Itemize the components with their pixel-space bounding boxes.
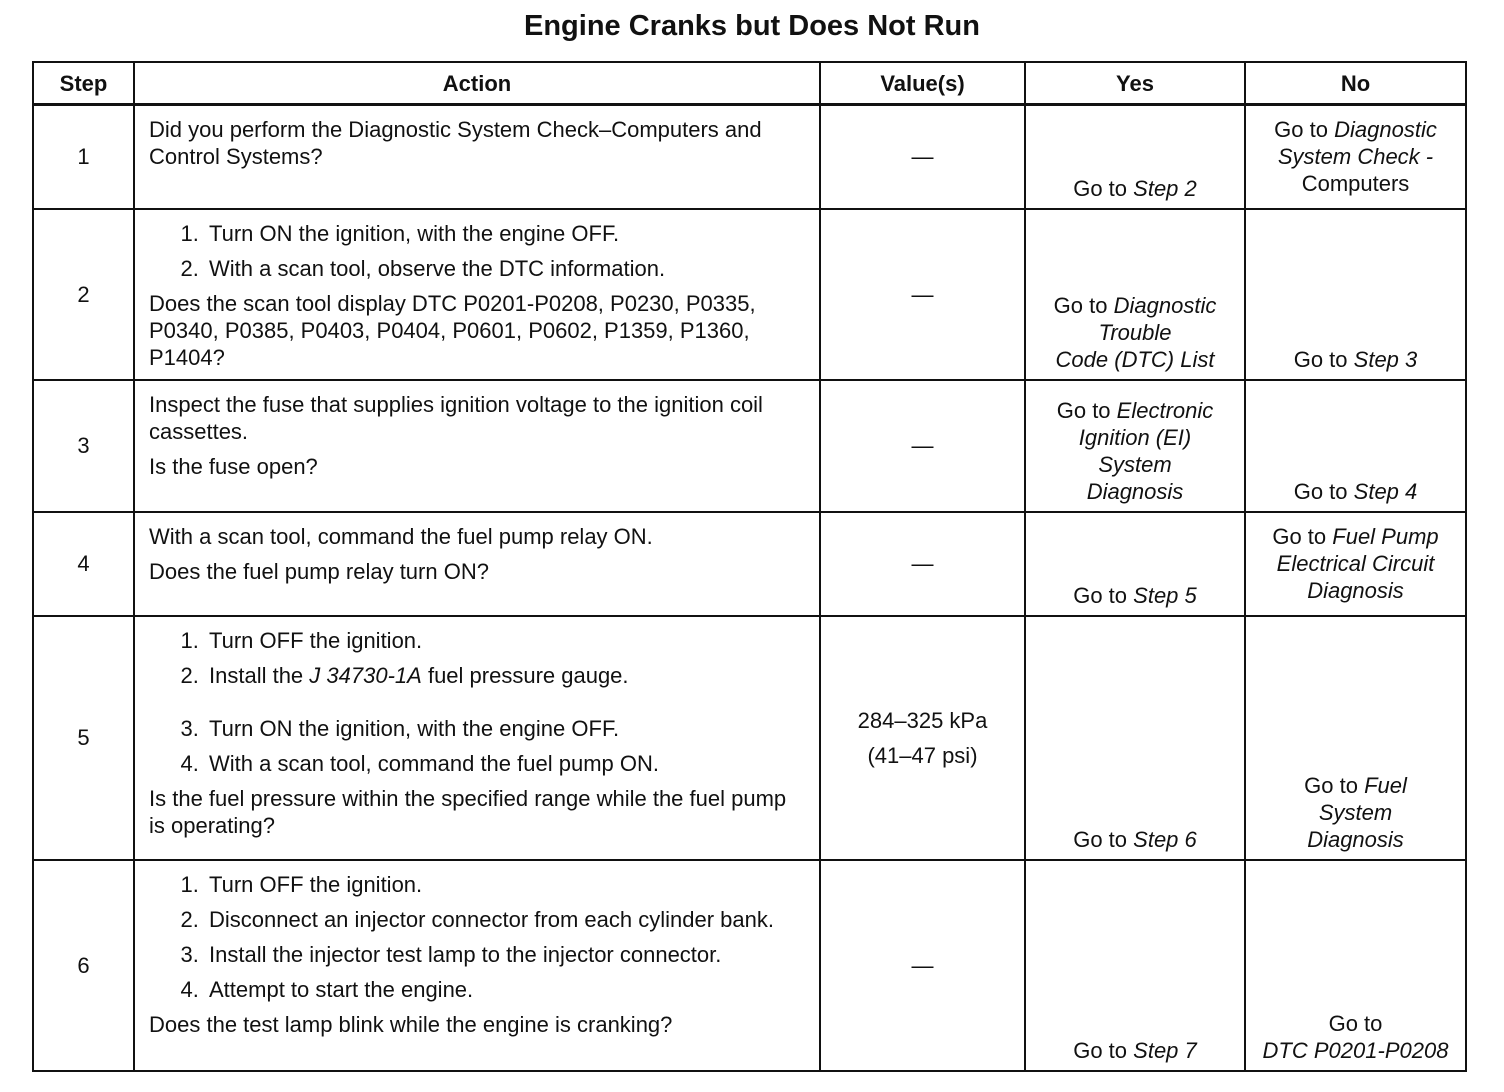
table-row: [33, 105, 1466, 209]
go-to-label: Go to: [1056, 397, 1111, 423]
no-cell: [1245, 512, 1466, 616]
link-line: Fuel Pump: [1332, 523, 1439, 549]
step-number: 6: [33, 860, 134, 1071]
page-title: Engine Cranks but Does Not Run: [524, 10, 980, 42]
no-link[interactable]: Step 4: [1353, 478, 1418, 504]
yes-cell: [1025, 209, 1245, 380]
action-item: 3. Turn ON the ignition, with the engine OFF.: [205, 715, 805, 742]
link-line: System Check -: [1277, 144, 1434, 169]
tool-name: J 34730-1A: [309, 662, 422, 688]
question-text: Does the test lamp blink while the engine is cranking?: [149, 1011, 673, 1037]
header-yes: Yes: [1025, 62, 1245, 105]
action-cell: [134, 380, 820, 512]
diagnostic-table: [32, 61, 1467, 1072]
action-item: 3. Install the injector test lamp to the injector connector.: [205, 941, 805, 968]
action-prefix: Install the: [209, 662, 304, 688]
go-to-label: Go to: [1272, 523, 1327, 549]
action-item: 1. Turn ON the ignition, with the engine OFF.: [205, 220, 805, 247]
link-line: Electronic: [1116, 397, 1214, 423]
no-cell: [1245, 380, 1466, 512]
action-list: [149, 220, 805, 282]
link-line: Diagnosis: [1086, 478, 1184, 504]
action-cell: [134, 512, 820, 616]
value-cell: —: [820, 380, 1025, 512]
table-row: [33, 380, 1466, 512]
value-cell: —: [820, 209, 1025, 380]
action-text: Inspect the fuse that supplies ignition voltage to the ignition coil cassettes.: [149, 391, 763, 444]
value-cell: —: [820, 512, 1025, 616]
go-to-label: Go to: [1328, 1010, 1383, 1036]
link-line: System: [1098, 451, 1172, 477]
link-line: System: [1318, 799, 1393, 825]
action-item: [205, 662, 805, 689]
yes-cell: [1025, 616, 1245, 860]
action-cell: [134, 209, 820, 380]
no-extra: Computers: [1301, 171, 1410, 196]
step-number: 3: [33, 380, 134, 512]
link-line: Ignition (EI): [1078, 424, 1192, 450]
go-to-label: Go to: [1073, 1037, 1128, 1063]
action-cell: [134, 105, 820, 209]
question-text: Did you perform the Diagnostic System Check–Computers and Control Systems?: [149, 117, 762, 169]
link-line: Diagnostic: [1113, 292, 1217, 318]
step-number: 5: [33, 616, 134, 860]
no-cell: [1245, 860, 1466, 1071]
go-to-label: Go to: [1073, 826, 1128, 852]
header-row: [33, 62, 1466, 105]
link-line: Trouble: [1098, 319, 1172, 345]
action-text: With a scan tool, command the fuel pump relay ON.: [149, 523, 653, 549]
action-item: 1. Turn OFF the ignition.: [205, 627, 805, 654]
yes-link[interactable]: Step 7: [1133, 1037, 1197, 1063]
action-cell: [134, 616, 820, 860]
value-kpa: 284–325 kPa: [857, 707, 988, 733]
value-cell: —: [820, 105, 1025, 209]
header-step: Step: [33, 62, 134, 105]
yes-link[interactable]: Step 5: [1133, 582, 1197, 608]
action-list: [149, 871, 805, 1003]
header-no: No: [1245, 62, 1466, 105]
value-cell: —: [820, 860, 1025, 1071]
action-item: 2. Disconnect an injector connector from each cylinder bank.: [205, 906, 805, 933]
question-text: Does the scan tool display DTC P0201-P0208, P0230, P0335, P0340, P0385, P0403, P0404, P0601, P0602, P1359, P1360, P1404?: [149, 290, 756, 370]
header-values: Value(s): [820, 62, 1025, 105]
no-link[interactable]: DTC P0201-P0208: [1262, 1037, 1449, 1063]
no-cell: [1245, 616, 1466, 860]
action-item: 2. With a scan tool, observe the DTC information.: [205, 255, 805, 282]
link-line: Diagnosis: [1307, 826, 1404, 852]
action-list: [149, 627, 805, 777]
value-cell: [820, 616, 1025, 860]
question-text: Does the fuel pump relay turn ON?: [149, 558, 489, 584]
value-psi: (41–47 psi): [867, 742, 978, 768]
header-action: Action: [134, 62, 820, 105]
yes-cell: [1025, 512, 1245, 616]
no-link[interactable]: Step 3: [1353, 346, 1418, 372]
action-suffix: fuel pressure gauge.: [427, 662, 629, 688]
question-text: Is the fuse open?: [149, 453, 318, 479]
step-number: 1: [33, 105, 134, 209]
link-line: Electrical Circuit: [1276, 550, 1435, 576]
action-item: 4. Attempt to start the engine.: [205, 976, 805, 1003]
yes-link[interactable]: Step 6: [1133, 826, 1197, 852]
link-line: Code (DTC) List: [1055, 346, 1215, 372]
yes-link[interactable]: Step 2: [1133, 175, 1197, 201]
action-item: 4. With a scan tool, command the fuel pump ON.: [205, 750, 805, 777]
link-line: Fuel: [1364, 772, 1407, 798]
go-to-label: Go to: [1073, 175, 1128, 201]
yes-cell: [1025, 380, 1245, 512]
action-item: 1. Turn OFF the ignition.: [205, 871, 805, 898]
question-text: Is the fuel pressure within the specified range while the fuel pump is operating?: [149, 785, 787, 838]
no-cell: [1245, 209, 1466, 380]
link-line: Diagnosis: [1307, 577, 1404, 603]
link-line: Diagnostic: [1334, 117, 1437, 142]
yes-cell: [1025, 105, 1245, 209]
go-to-label: Go to: [1073, 582, 1128, 608]
no-cell: [1245, 105, 1466, 209]
yes-cell: [1025, 860, 1245, 1071]
go-to-label: Go to: [1304, 772, 1358, 798]
step-number: 2: [33, 209, 134, 380]
step-number: 4: [33, 512, 134, 616]
go-to-label: Go to: [1053, 292, 1108, 318]
go-to-label: Go to: [1293, 346, 1348, 372]
table-row: [33, 616, 1466, 860]
table-row: [33, 512, 1466, 616]
action-cell: [134, 860, 820, 1071]
table-row: [33, 860, 1466, 1071]
go-to-label: Go to: [1274, 117, 1328, 142]
go-to-label: Go to: [1293, 478, 1348, 504]
table-row: [33, 209, 1466, 380]
